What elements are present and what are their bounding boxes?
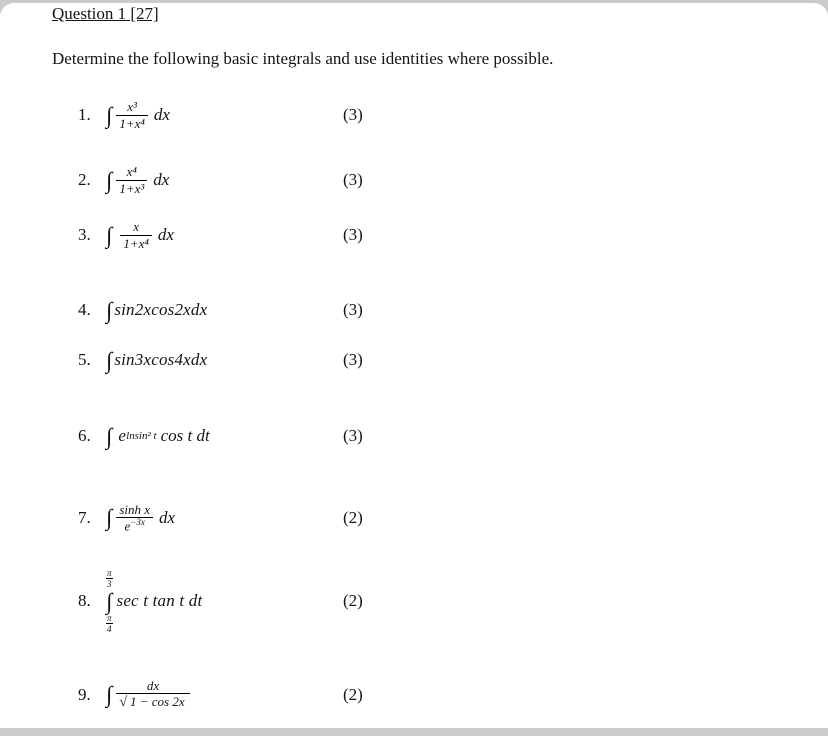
integral-expression (106, 678, 192, 712)
integrand: sin3xcos4xdx (114, 350, 208, 369)
fraction (120, 219, 152, 251)
fraction-denominator (116, 693, 189, 712)
upper-limit-denominator: 3 (107, 579, 112, 590)
question-number: 2. (78, 170, 91, 189)
question-row-8 (78, 569, 828, 633)
fraction (116, 678, 189, 712)
marks-badge: (3) (343, 105, 363, 124)
radicand: 1 − cos 2x (130, 694, 185, 710)
integral-expression (106, 502, 175, 535)
differential: dx (159, 507, 176, 527)
fraction (116, 164, 147, 196)
integral-sign: ∫ (106, 167, 113, 193)
integrand: sec t tan t dt (116, 591, 203, 610)
fraction-denominator (116, 517, 153, 534)
integral-sign: ∫ (106, 102, 113, 128)
fraction (116, 502, 153, 535)
question-row-6 (78, 419, 828, 453)
question-title: Question 1 [27] (52, 4, 159, 23)
integral-sign: ∫ (106, 222, 113, 248)
denominator-base: e (124, 518, 131, 534)
question-number: 8. (78, 591, 91, 610)
denominator-exponent: −3x (130, 517, 145, 528)
differential: dx (153, 170, 170, 189)
marks-badge: (2) (343, 685, 363, 704)
question-row-9 (78, 671, 828, 719)
fraction-denominator: 1+x⁴ (116, 115, 148, 132)
marks-badge: (3) (343, 225, 363, 244)
fraction-numerator: x⁴ (126, 163, 137, 179)
marks-badge: (2) (343, 508, 363, 527)
instruction-text: Determine the following basic integrals and use identities where possible. (52, 49, 554, 68)
integral-expression (106, 99, 170, 131)
question-number: 5. (78, 350, 91, 369)
sqrt-icon: √ (119, 695, 127, 711)
integral-expression (106, 425, 210, 448)
integral-sign: ∫ (106, 505, 113, 531)
exponential-base: e (118, 426, 127, 445)
question-row-5 (78, 346, 828, 374)
integral-expression (106, 568, 202, 634)
lower-limit-numerator: π (106, 612, 112, 623)
marks-badge: (3) (343, 350, 363, 369)
question-number: 6. (78, 426, 91, 445)
integral-sign: ∫ (106, 423, 113, 449)
fraction (116, 99, 148, 131)
question-row-4 (78, 296, 828, 324)
differential: dx (153, 105, 170, 124)
definite-integral (106, 568, 113, 634)
upper-limit-numerator: π (106, 567, 112, 578)
integral-expression (106, 299, 207, 322)
exponent: lnsin² t (126, 429, 157, 442)
question-number: 3. (78, 225, 91, 244)
integrand: sin2xcos2xdx (114, 300, 208, 319)
integral-expression (106, 219, 174, 251)
integral-sign: ∫ (106, 682, 113, 708)
integral-sign: ∫ (106, 347, 113, 373)
marks-badge: (3) (343, 426, 363, 445)
question-row-2 (78, 158, 828, 202)
integral-expression (106, 164, 169, 196)
question-row-3 (78, 213, 828, 257)
fraction-denominator: 1+x⁴ (120, 235, 152, 252)
integral-sign: ∫ (106, 297, 113, 323)
question-row-7 (78, 496, 828, 540)
document-page (0, 3, 828, 728)
fraction-numerator: sinh x (119, 501, 151, 517)
question-number: 7. (78, 508, 91, 527)
marks-badge: (2) (343, 591, 363, 610)
differential: dx (157, 225, 174, 244)
lower-limit-denominator: 4 (107, 623, 112, 634)
upper-limit (106, 568, 113, 590)
fraction-numerator: x (133, 218, 139, 234)
integral-sign: ∫ (106, 588, 113, 614)
fraction-numerator: x³ (127, 98, 137, 114)
lower-limit (106, 613, 113, 635)
marks-badge: (3) (343, 300, 363, 319)
fraction-denominator: 1+x³ (116, 180, 147, 197)
marks-badge: (3) (343, 170, 363, 189)
integrand-tail: cos t dt (160, 426, 210, 445)
question-row-1 (78, 93, 828, 137)
question-number: 4. (78, 300, 91, 319)
fraction-numerator: dx (146, 677, 160, 693)
question-number: 1. (78, 105, 91, 124)
question-number: 9. (78, 685, 91, 704)
integral-expression (106, 349, 207, 372)
